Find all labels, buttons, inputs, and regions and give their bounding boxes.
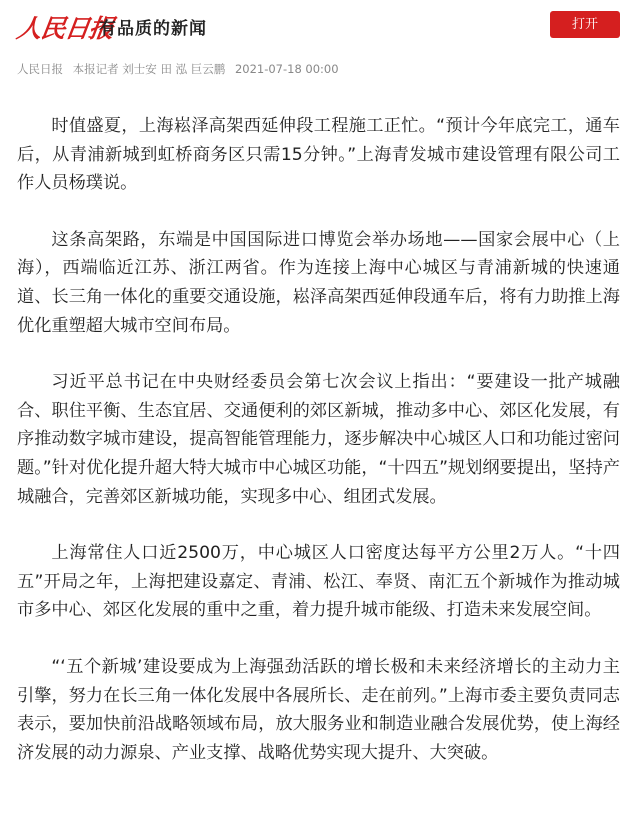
- article-meta: [17, 61, 345, 77]
- brand-slogan: 有品质的新闻: [99, 19, 207, 39]
- article-paragraph: 时值盛夏，上海崧泽高架西延伸段工程施工正忙。“预计今年底完工，通车后，从青浦新城到虹桥商务区只需15分钟。”上海青发城市建设管理有限公司工作人员杨璞说。: [17, 116, 620, 194]
- article-paragraph: 这条高架路，东端是中国国际进口博览会举办场地——国家会展中心（上海），西端临近江苏、浙江两省。作为连接上海中心城区与青浦新城的快速通道、长三角一体化的重要交通设施，崧泽高架西延伸段通车后，将有力助推上海优化重塑超大城市空间布局。: [17, 229, 620, 336]
- article-paragraph: 习近平总书记在中央财经委员会第七次会议上指出：“要建设一批产城融合、职住平衡、生态宜居、交通便利的郊区新城，推动多中心、郊区化发展，有序推动数字城市建设，提高智能管理能力，逐步解决中心城区人口和功能过密问题。”针对优化提升超大特大城市中心城区功能，“十四五”规划纲要提出，坚持产城融合，完善郊区新城功能，实现多中心、组团式发展。: [17, 372, 620, 507]
- article-body: [17, 112, 620, 795]
- article-paragraph: “‘五个新城’建设要成为上海强劲活跃的增长极和未来经济增长的主动力主引擎，努力在长三角一体化发展中各展所长、走在前列。”上海市委主要负责同志表示，要加快前沿战略领域布局，放大服务业和制造业融合发展优势，使上海经济发展的动力源泉、产业支撑、战略优势实现大提升、大突破。: [17, 656, 620, 763]
- article-paragraph: 上海常住人口近2500万，中心城区人口密度达每平方公里2万人。“十四五”开局之年，上海把建设嘉定、青浦、松江、奉贤、南汇五个新城作为推动城市多中心、郊区化发展的重中之重，着力提升城市能级、打造未来发展空间。: [17, 543, 620, 621]
- meta-source: 人民日报: [17, 62, 63, 76]
- meta-datetime: 2021-07-18 00:00: [234, 62, 339, 76]
- top-bar: [0, 0, 636, 52]
- brand-logo[interactable]: 人民日报: [14, 14, 115, 43]
- open-app-button[interactable]: 打开: [550, 11, 620, 38]
- meta-authors: 本报记者 刘士安 田 泓 巨云鹏: [72, 62, 226, 76]
